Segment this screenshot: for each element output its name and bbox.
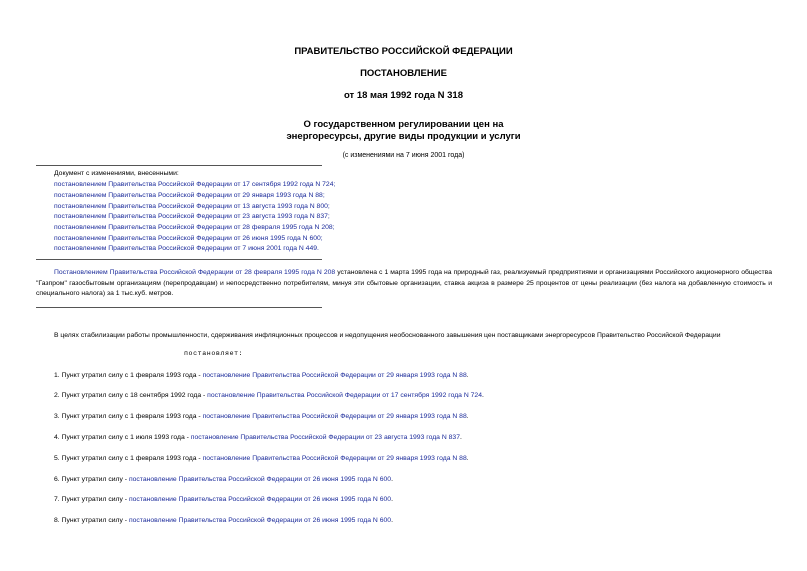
note-text: установлена с 1 марта 1995 года на природный газ, реализуемый предприятиями и организациями Российского акционерного общества "Газпром" газосбытовым организациям (перепродавцам) и непосредственно потребителям, минуя эти сбытовые организации, ставка акциза в размере 25 процентов от цены реализации (без налога на добавленную стоимость и специального налога) за 1 тыс.куб. метров.	[36, 269, 772, 297]
date-number-heading: от 18 мая 1992 года N 318	[343, 90, 464, 101]
point-text: 8. Пункт утратил силу -	[54, 517, 129, 524]
point-link[interactable]: постановление Правительства Российской Федерации от 29 января 1993 года N 88	[202, 455, 467, 462]
change-link[interactable]: постановлением Правительства Российской Федерации от 26 июня 1995 года N 600;	[54, 235, 323, 242]
point-end: .	[391, 496, 393, 503]
divider	[36, 259, 322, 260]
amendment-note: (с изменениями на 7 июня 2001 года)	[342, 152, 465, 159]
point-text: 3. Пункт утратил силу с 1 февраля 1993 года -	[54, 413, 203, 420]
point-text: 2. Пункт утратил силу с 18 сентября 1992 года -	[54, 392, 208, 399]
point-link[interactable]: постановление Правительства Российской Федерации от 29 января 1993 года N 88	[202, 372, 467, 379]
point-item	[54, 475, 393, 485]
change-link[interactable]: постановлением Правительства Российской Федерации от 28 февраля 1995 года N 208;	[54, 224, 335, 231]
change-link[interactable]: постановлением Правительства Российской Федерации от 23 августа 1993 года N 837;	[54, 213, 330, 220]
point-end: .	[466, 372, 469, 379]
point-text: 5. Пункт утратил силу с 1 февраля 1993 года -	[54, 455, 203, 462]
preamble: В целях стабилизации работы промышленности, сдерживания инфляционных процессов и недопущения необоснованного завышения цен поставщиками энергоресурсов Правительство Российской Федерации	[54, 332, 721, 339]
point-link[interactable]: постановление Правительства Российской Федерации от 17 сентября 1992 года N 724	[207, 392, 482, 399]
title-line-1: О государственном регулировании цен на	[303, 119, 504, 130]
change-link[interactable]: постановлением Правительства Российской Федерации от 7 июня 2001 года N 449.	[54, 245, 319, 252]
divider	[36, 165, 322, 166]
point-item	[54, 516, 393, 526]
point-end: .	[466, 413, 469, 420]
point-end: .	[391, 476, 393, 483]
point-item	[54, 495, 393, 505]
doc-type-heading: ПОСТАНОВЛЕНИЕ	[360, 68, 447, 79]
point-link[interactable]: постановление Правительства Российской Федерации от 29 января 1993 года N 88	[202, 413, 467, 420]
point-item	[54, 371, 469, 381]
divider	[36, 307, 322, 308]
point-text: 1. Пункт утратил силу с 1 февраля 1993 года -	[54, 372, 203, 379]
point-end: .	[460, 434, 462, 441]
point-link[interactable]: постановление Правительства Российской Федерации от 26 июня 1995 года N 600	[128, 517, 392, 524]
changes-intro: Документ с изменениями, внесенными:	[54, 170, 179, 177]
point-link[interactable]: постановление Правительства Российской Федерации от 26 июня 1995 года N 600	[128, 496, 392, 503]
point-item	[54, 412, 469, 422]
point-link[interactable]: постановление Правительства Российской Федерации от 26 июня 1995 года N 600	[128, 476, 392, 483]
point-text: 7. Пункт утратил силу -	[54, 496, 129, 503]
point-text: 6. Пункт утратил силу -	[54, 476, 129, 483]
change-link[interactable]: постановлением Правительства Российской Федерации от 29 января 1993 года N 88;	[54, 192, 325, 199]
excise-note	[36, 268, 772, 300]
government-heading: ПРАВИТЕЛЬСТВО РОССИЙСКОЙ ФЕДЕРАЦИИ	[294, 46, 513, 57]
point-item	[54, 454, 469, 464]
change-link[interactable]: постановлением Правительства Российской Федерации от 13 августа 1993 года N 800;	[54, 203, 330, 210]
title-line-2: энергоресурсы, другие виды продукции и услуги	[286, 131, 521, 142]
point-end: .	[481, 392, 484, 399]
decree-word: постановляет:	[184, 350, 244, 357]
change-link[interactable]: постановлением Правительства Российской Федерации от 17 сентября 1992 года N 724;	[54, 181, 336, 188]
point-link[interactable]: постановление Правительства Российской Федерации от 23 августа 1993 года N 837	[190, 434, 460, 441]
point-item	[54, 433, 462, 443]
point-end: .	[466, 455, 469, 462]
point-item	[54, 391, 484, 401]
note-link[interactable]: Постановлением Правительства Российской Федерации от 28 февраля 1995 года N 208	[54, 269, 336, 276]
point-text: 4. Пункт утратил силу с 1 июля 1993 года -	[54, 434, 191, 441]
point-end: .	[391, 517, 393, 524]
